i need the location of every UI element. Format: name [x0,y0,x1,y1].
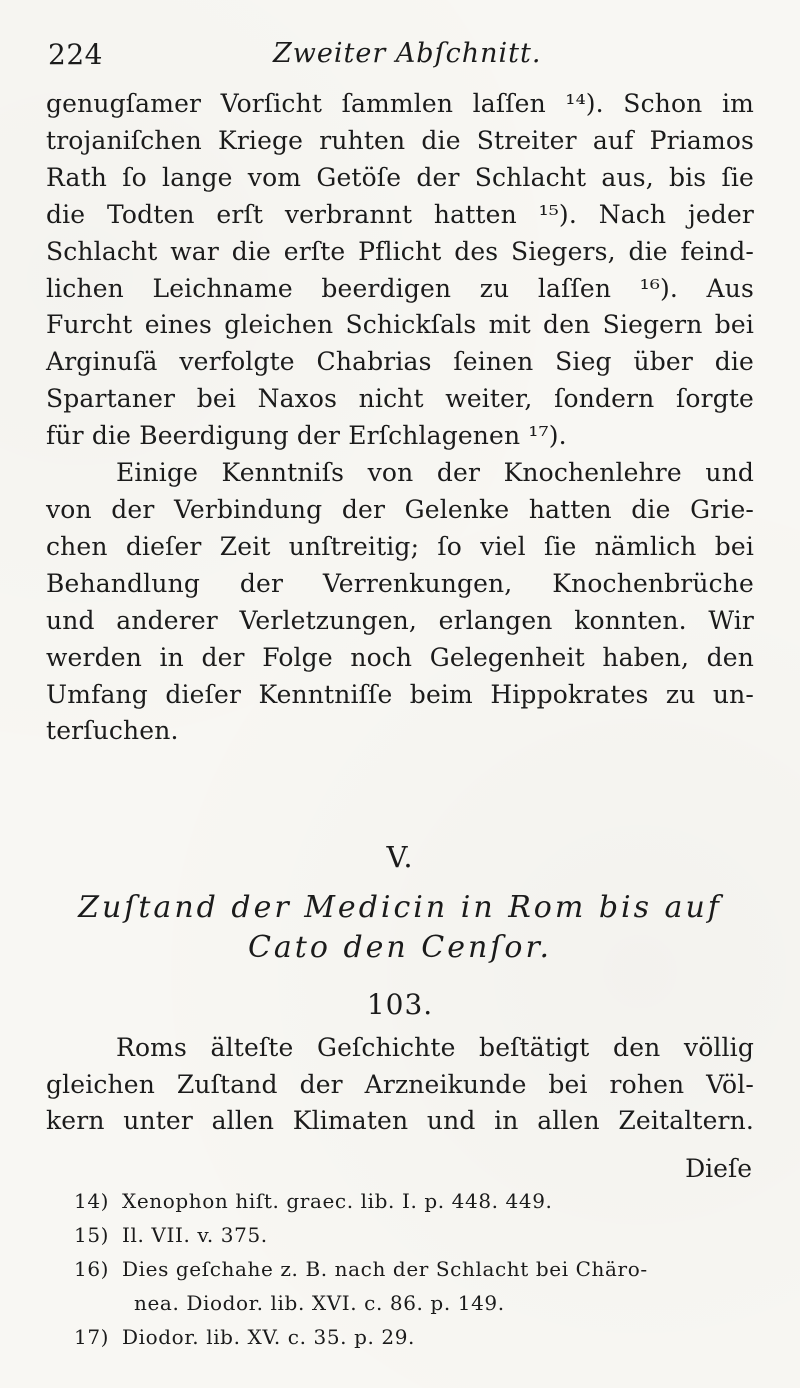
footnote-text: nea. Diodor. lib. XVI. c. 86. p. 149. [134,1291,505,1315]
text-line: Behandlung der Verrenkungen, Knochenbrüche [46,568,754,598]
text-line: Rath ſo lange vom Getöſe der Schlacht aus, bis ſie [46,162,754,192]
running-head: Zweiter Abſchnitt. [273,38,542,69]
section-text [46,1030,754,1140]
section-title-line: Zuſtand der Medicin in Rom bis auf [78,890,722,925]
footnote-number: 15) [74,1223,110,1247]
footnote [74,1184,754,1218]
section-number: V. [386,840,414,874]
footnote-number: 17) [74,1325,110,1349]
footnote-text: Xenophon hiſt. graec. lib. I. p. 448. 449. [122,1189,553,1213]
footnote-number: 14) [74,1189,110,1213]
page-number: 224 [48,38,103,71]
text-line: von der Verbindung der Gelenke hatten die Grie- [46,494,754,524]
footnote [74,1320,754,1354]
paragraph-number: 103. [366,988,434,1021]
section-title-line: Cato den Cenſor. [247,930,553,965]
footnote-continuation [74,1286,754,1320]
text-line: lichen Leichname beerdigen zu laſſen ¹⁶). Aus [46,273,754,303]
text-line: genugſamer Vorſicht ſammlen laſſen ¹⁴). Schon im [46,89,754,118]
text-line: Spartaner bei Naxos nicht weiter, ſondern ſorgte [46,384,754,414]
text-line: die Todten erſt verbrannt hatten ¹⁵). Nach jeder [46,199,754,229]
text-line: Einige Kenntniſs von der Knochenlehre und [116,458,754,488]
text-line: Umfang dieſer Kenntniſſe beim Hippokrates zu un- [46,679,754,709]
text-line: Furcht eines gleichen Schickſals mit den Siegern bei [46,310,754,340]
text-line: chen dieſer Zeit unſtreitig; ſo viel ſie nämlich bei [46,531,754,561]
page-header [48,38,752,78]
footnote [74,1218,754,1252]
text-line: werden in der Folge noch Gelegenheit haben, den [46,642,754,672]
text-line: Arginuſä verfolgte Chabrias ſeinen Sieg über die [46,347,754,377]
footnote-text: Il. VII. v. 375. [122,1223,268,1247]
text-line: Roms älteſte Geſchichte beſtätigt den völlig [116,1033,754,1062]
footnote-number: 16) [74,1257,110,1281]
text-line: Schlacht war die erſte Pflicht des Siegers, die feind- [46,236,754,266]
footnote [74,1252,754,1286]
text-line: gleichen Zuſtand der Arzneikunde bei rohen Völ- [46,1069,754,1099]
footnote-text: Diodor. lib. XV. c. 35. p. 29. [122,1325,416,1349]
main-text [46,86,754,750]
footnote-text: Dies geſchahe z. B. nach der Schlacht bei Chäro- [122,1257,648,1281]
text-line: terſuchen. [46,716,179,746]
section-title [0,888,800,968]
catchword: Dieſe [685,1154,752,1183]
text-line: kern unter allen Klimaten und in allen Zeitaltern. [46,1106,754,1135]
text-line: und anderer Verletzungen, erlangen konnten. Wir [46,605,754,635]
text-line: für die Beerdigung der Erſchlagenen ¹⁷). [46,421,567,451]
text-line: trojaniſchen Kriege ruhten die Streiter auf Priamos [46,125,754,155]
footnotes [74,1184,754,1354]
